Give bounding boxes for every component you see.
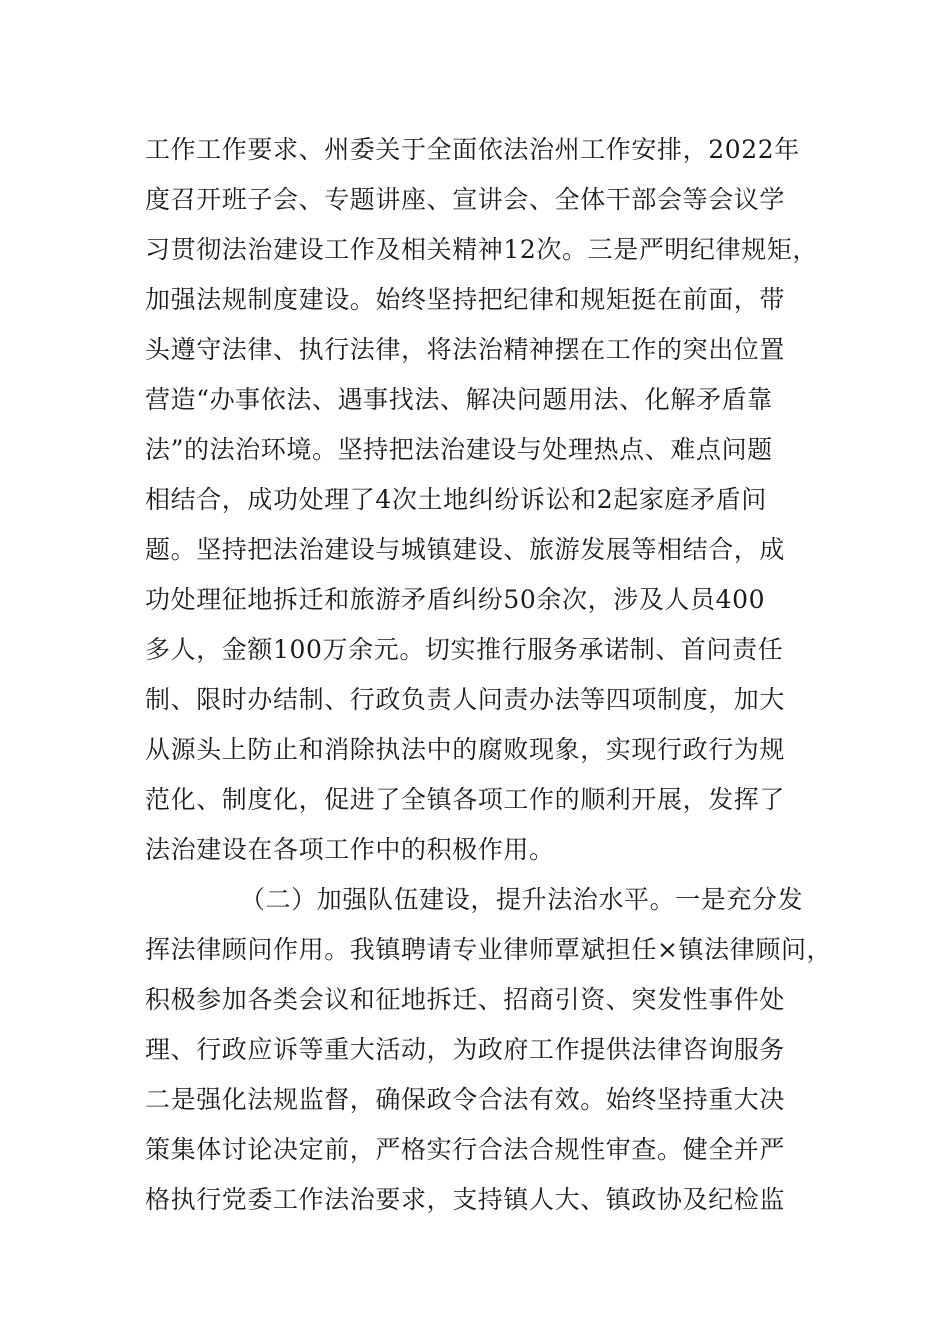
text-line: 法治建设在各项工作中的积极作用。: [145, 835, 555, 864]
text-line: 法”的法治环境。坚持把法治建设与处理热点、难点问题: [145, 435, 773, 464]
text-line: 相结合，成功处理了4次土地纠纷诉讼和2起家庭矛盾问: [145, 485, 767, 514]
text-line: 功处理征地拆迁和旅游矛盾纠纷50余次，涉及人员400: [145, 585, 766, 614]
text-line: 从源头上防止和消除执法中的腐败现象，实现行政行为规: [145, 735, 786, 764]
text-line: 制、限时办结制、行政负责人问责办法等四项制度，加大: [145, 685, 786, 714]
text-line: 题。坚持把法治建设与城镇建设、旅游发展等相结合，成: [145, 535, 786, 564]
text-line: 二是强化法规监督，确保政令合法有效。始终坚持重大决: [145, 1085, 786, 1114]
section-heading-line: （二）加强队伍建设，提升法治水平。一是充分发: [240, 885, 804, 914]
text-line: 头遵守法律、执行法律，将法治精神摆在工作的突出位置: [145, 335, 786, 364]
text-line: 策集体讨论决定前，严格实行合法合规性审查。健全并严: [145, 1135, 786, 1164]
text-line: 格执行党委工作法治要求，支持镇人大、镇政协及纪检监: [145, 1185, 786, 1214]
text-line: 积极参加各类会议和征地拆迁、招商引资、突发性事件处: [145, 985, 786, 1014]
text-line: 加强法规制度建设。始终坚持把纪律和规矩挺在前面，带: [145, 285, 786, 314]
text-line: 习贯彻法治建设工作及相关精神12次。三是严明纪律规矩，: [145, 235, 819, 264]
text-line: 范化、制度化，促进了全镇各项工作的顺利开展，发挥了: [145, 785, 786, 814]
text-line: 工作工作要求、州委关于全面依法治州工作安排，2022年: [145, 135, 800, 164]
text-line: 度召开班子会、专题讲座、宣讲会、全体干部会等会议学: [145, 185, 786, 214]
text-line: 理、行政应诉等重大活动，为政府工作提供法律咨询服务: [145, 1035, 786, 1064]
text-line: 营造“办事依法、遇事找法、解决问题用法、化解矛盾靠: [145, 385, 773, 414]
text-line: 多人，金额100万余元。切实推行服务承诺制、首问责任: [145, 635, 784, 664]
text-line: 挥法律顾问作用。我镇聘请专业律师覃斌担任×镇法律顾问，: [145, 935, 833, 964]
